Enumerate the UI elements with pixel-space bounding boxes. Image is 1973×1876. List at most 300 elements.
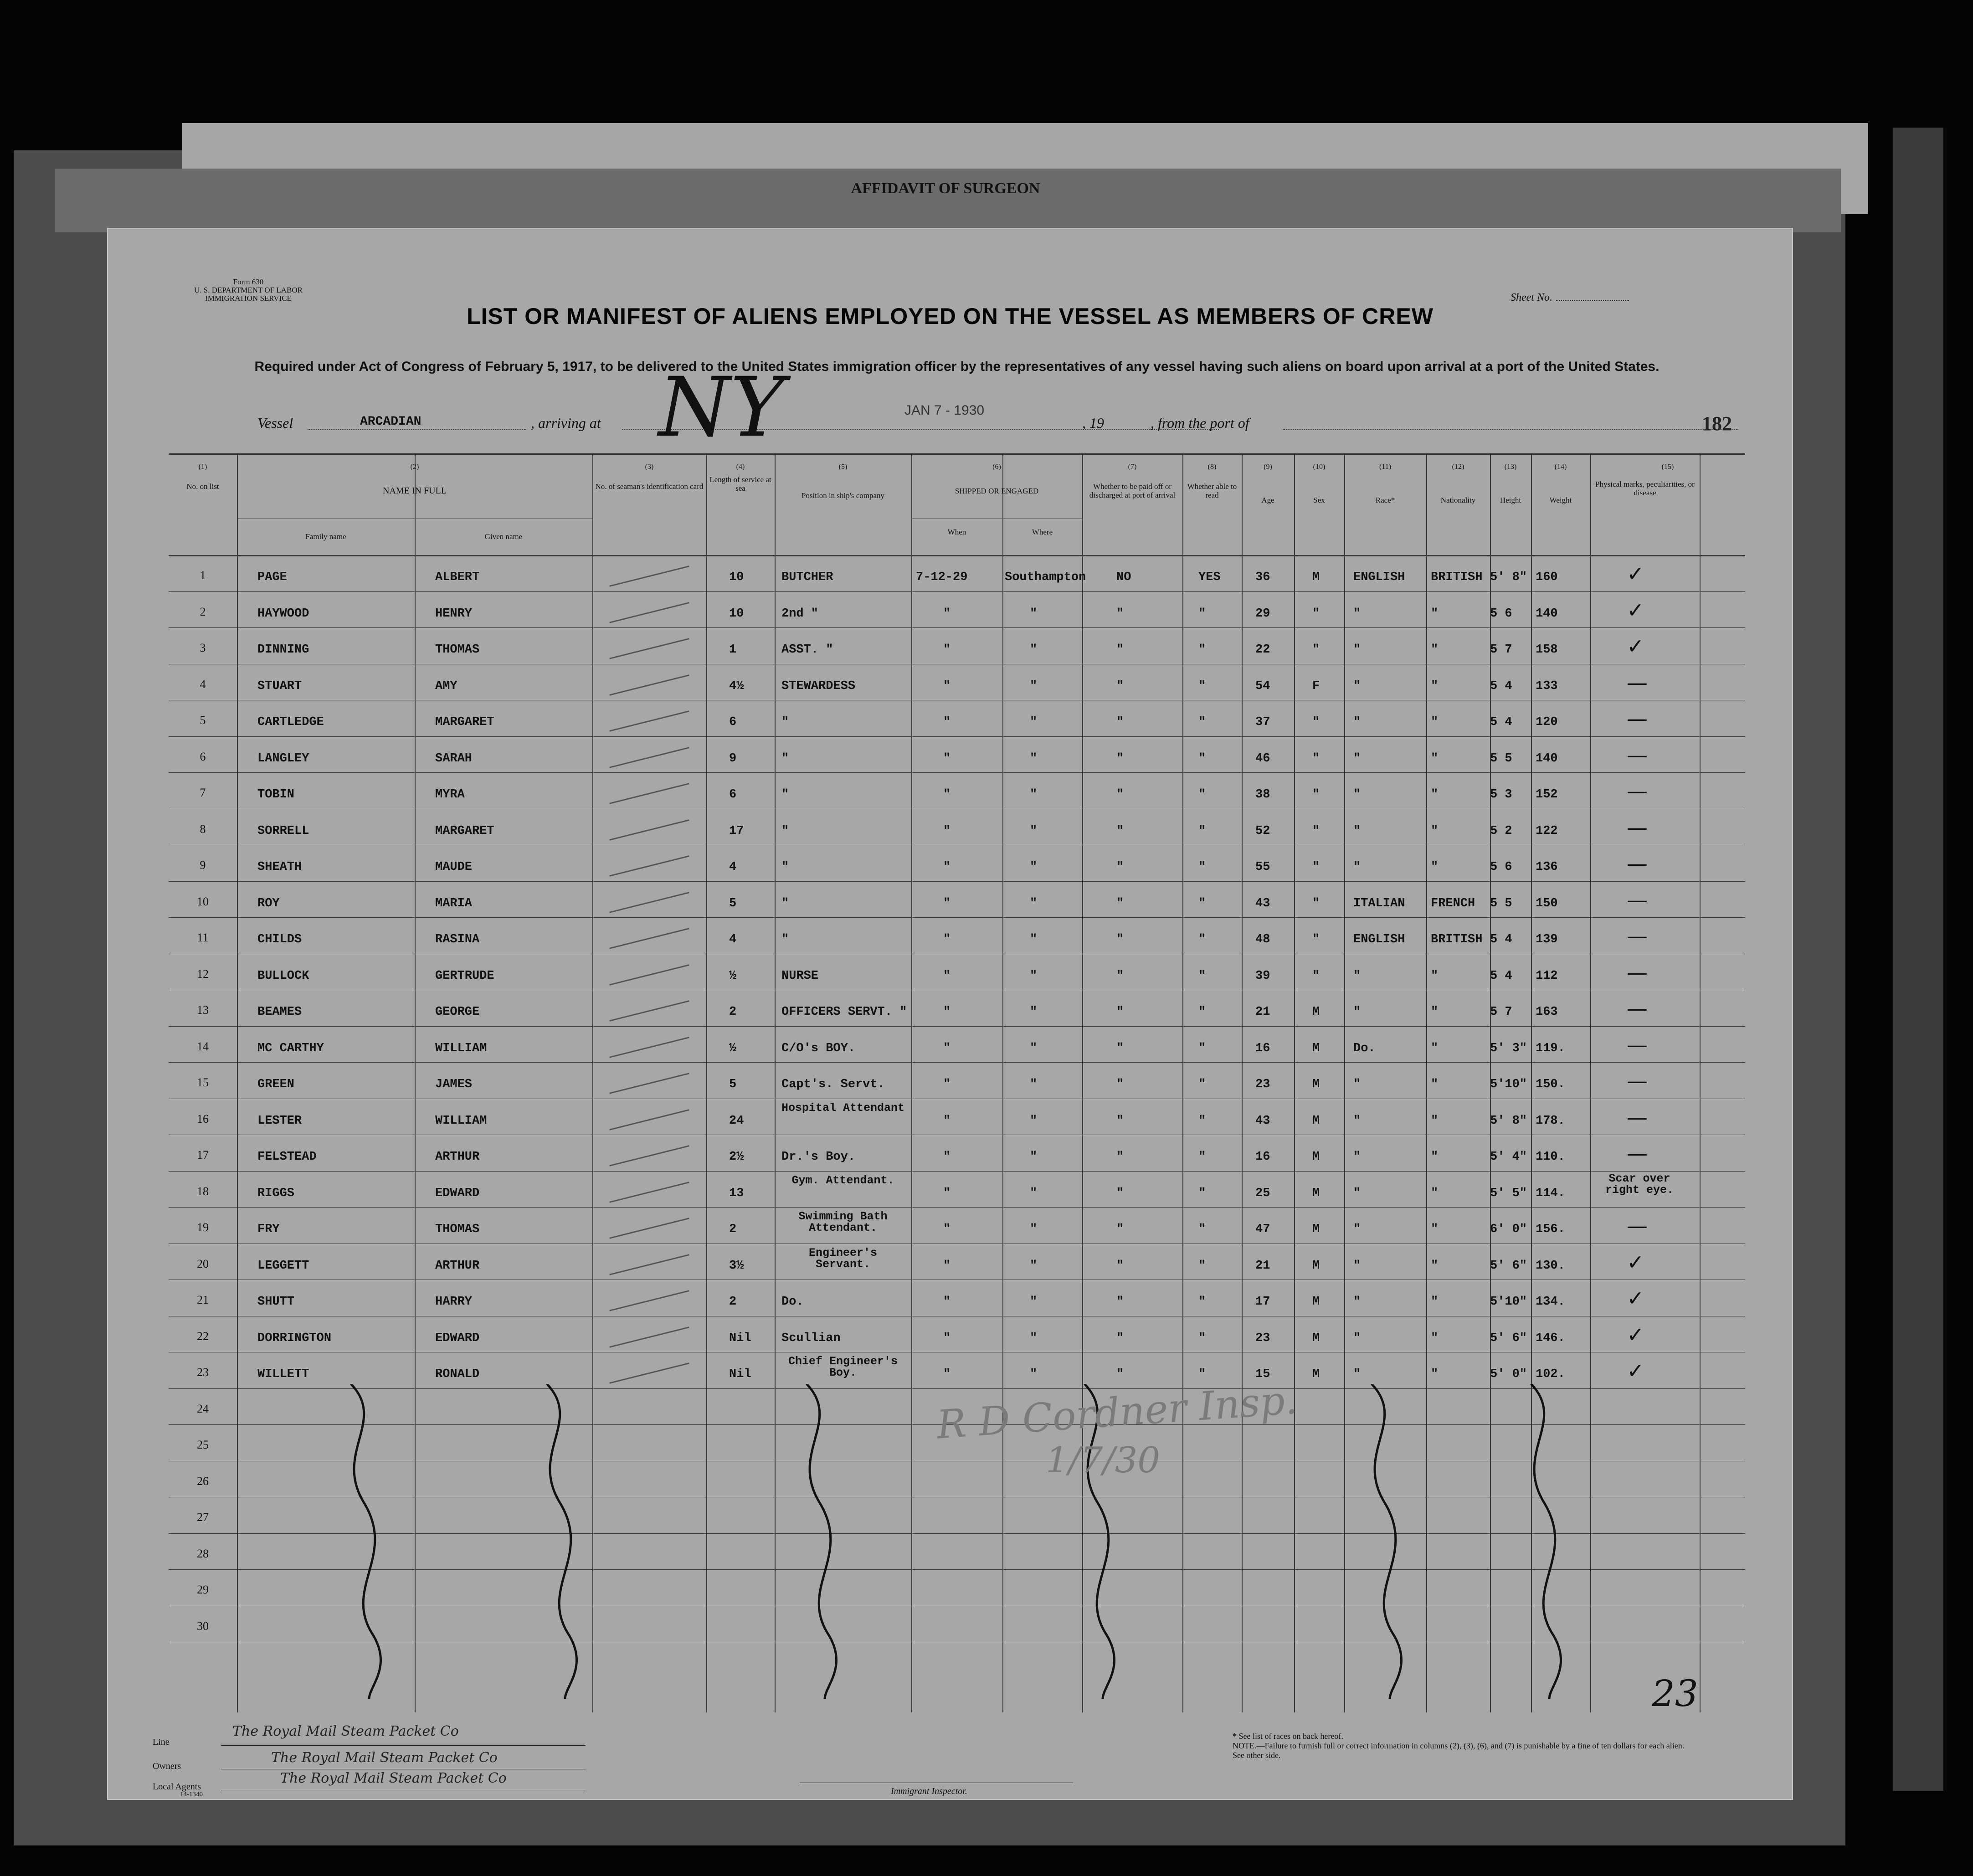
cell-where: " <box>1030 751 1038 766</box>
cell-race: " <box>1353 715 1361 729</box>
arriving-port-handwritten: NY <box>658 360 785 455</box>
cell-where: " <box>1030 1078 1038 1091</box>
cell-service: 9 <box>729 751 737 766</box>
row-number: 27 <box>197 1511 209 1524</box>
cell-able-read: " <box>1198 860 1206 874</box>
cell-race: " <box>1353 1259 1361 1273</box>
cell-able-read: " <box>1198 824 1206 838</box>
cell-paid-off: " <box>1116 1367 1124 1381</box>
cell-given-name: MYRA <box>435 788 465 802</box>
cell-where: " <box>1030 1186 1038 1200</box>
cell-given-name: THOMAS <box>435 643 480 657</box>
cell-position: " <box>781 751 789 766</box>
cell-sex: M <box>1312 1041 1320 1055</box>
cell-paid-off: " <box>1116 643 1124 657</box>
cell-weight: 163 <box>1536 1005 1558 1019</box>
cell-weight: 178. <box>1536 1114 1565 1128</box>
cell-weight: 122 <box>1536 824 1558 838</box>
squiggle-race <box>1335 1384 1435 1699</box>
cell-position: Gym. Attendant. <box>791 1173 894 1187</box>
card-check-mark <box>609 602 689 623</box>
squiggle-given <box>510 1384 611 1699</box>
vessel-field <box>308 429 526 430</box>
cell-race: " <box>1353 679 1361 693</box>
affidavit-header: AFFIDAVIT OF SURGEON <box>851 180 1040 197</box>
cell-height: 5' 4" <box>1490 1150 1527 1164</box>
header-bottom-line <box>169 555 1745 556</box>
cell-height: 5 5 <box>1490 751 1512 766</box>
cell-age: 22 <box>1255 643 1270 657</box>
squiggle-position <box>770 1384 870 1699</box>
cell-weight: 102. <box>1536 1367 1565 1381</box>
header-height: Height <box>1500 496 1521 504</box>
cell-race: Do. <box>1353 1041 1376 1055</box>
page-number: 182 <box>1702 412 1732 435</box>
cell-age: 37 <box>1255 715 1270 729</box>
cell-nationality: " <box>1431 1259 1439 1273</box>
cell-weight: 146. <box>1536 1331 1565 1345</box>
cell-when: " <box>943 933 951 946</box>
cell-nationality: " <box>1431 1150 1439 1164</box>
cell-service: 5 <box>729 1078 737 1091</box>
cell-weight: 158 <box>1536 643 1558 657</box>
column-divider <box>911 455 912 1712</box>
cell-weight: 160 <box>1536 571 1558 584</box>
cell-sex: " <box>1312 933 1320 946</box>
card-check-mark <box>609 928 689 949</box>
cell-paid-off: " <box>1116 1186 1124 1200</box>
inspector-label: Immigrant Inspector. <box>891 1786 967 1796</box>
cell-race: " <box>1353 1367 1361 1381</box>
cell-race: " <box>1353 1150 1361 1164</box>
tick-mark: ✓ <box>1627 634 1644 658</box>
page-subtitle: Required under Act of Congress of February 5, 1917, to be delivered to the United States immigration officer by the representatives of any vessel having such aliens on board upon arrival at a port of the United States. <box>254 359 1660 374</box>
cell-position: Engineer's Servant. <box>808 1246 878 1271</box>
cell-weight: 112 <box>1536 969 1558 983</box>
header-position: Position in ship's company <box>801 491 885 500</box>
cell-able-read: " <box>1198 1331 1206 1345</box>
row-line <box>169 1171 1745 1172</box>
cell-race: " <box>1353 860 1361 874</box>
cell-nationality: " <box>1431 1005 1439 1019</box>
row-line <box>169 627 1745 628</box>
cell-when: " <box>943 1223 951 1236</box>
header-given-name: Given name <box>484 532 523 541</box>
cell-able-read: " <box>1198 1078 1206 1091</box>
tick-mark: ✓ <box>1627 1249 1644 1275</box>
cell-given-name: MARGARET <box>435 824 494 838</box>
cell-able-read: " <box>1198 1186 1206 1200</box>
card-check-mark <box>609 1362 689 1383</box>
cell-able-read: " <box>1198 1150 1206 1164</box>
row-line <box>169 881 1745 882</box>
form-number: Form 630 <box>233 278 264 286</box>
cell-height: 5' 8" <box>1490 1114 1527 1128</box>
cell-race: ENGLISH <box>1353 933 1405 946</box>
cell-weight: 119. <box>1536 1041 1565 1055</box>
cell-where: " <box>1030 1114 1038 1128</box>
cell-when: " <box>943 1150 951 1164</box>
footnote-fine: NOTE.—Failure to furnish full or correct information in columns (2), (3), (6), and (7) is punishable by a fine of ten dollars for each alien. See other side. <box>1233 1741 1685 1760</box>
cell-age: 43 <box>1255 896 1270 910</box>
cell-given-name: MARGARET <box>435 715 494 729</box>
cell-nationality: " <box>1431 1041 1439 1055</box>
cell-given-name: JAMES <box>435 1078 473 1091</box>
cell-where: " <box>1030 933 1038 946</box>
cell-sex: F <box>1312 679 1320 693</box>
cell-race: " <box>1353 969 1361 983</box>
row-line <box>169 1207 1745 1208</box>
footnote-races: * See list of races on back hereof. <box>1233 1732 1343 1741</box>
cell-given-name: MAUDE <box>435 860 473 874</box>
cell-service: 17 <box>729 824 744 838</box>
cell-service: 2 <box>729 1005 737 1019</box>
cell-position: STEWARDESS <box>781 679 856 693</box>
cell-paid-off: " <box>1116 1114 1124 1128</box>
vessel-label: Vessel <box>257 415 293 431</box>
cell-sex: " <box>1312 860 1320 874</box>
column-divider <box>1700 455 1701 1712</box>
column-number: (14) <box>1554 463 1567 471</box>
cell-given-name: WILLIAM <box>435 1114 487 1128</box>
tick-mark: — <box>1627 1105 1648 1130</box>
column-number: (5) <box>838 463 848 471</box>
cell-service: 1 <box>729 643 737 657</box>
affidavit-band <box>55 169 1841 232</box>
row-number: 25 <box>197 1438 209 1451</box>
from-port-field <box>1283 429 1738 430</box>
cell-where: " <box>1030 606 1038 621</box>
cell-when: " <box>943 1041 951 1055</box>
card-check-mark <box>609 1290 689 1311</box>
tick-mark: — <box>1627 851 1648 876</box>
cell-race: ENGLISH <box>1353 571 1405 584</box>
cell-weight: 156. <box>1536 1223 1565 1236</box>
cell-paid-off: " <box>1116 1078 1124 1091</box>
cell-where: " <box>1030 896 1038 910</box>
department-label: U. S. DEPARTMENT OF LABOR <box>194 286 303 294</box>
cell-weight: 110. <box>1536 1150 1565 1164</box>
card-check-mark <box>609 638 689 659</box>
header-able-read: Whether able to read <box>1187 482 1237 499</box>
cell-able-read: " <box>1198 679 1206 693</box>
column-number: (13) <box>1504 463 1517 471</box>
cell-weight: 120 <box>1536 715 1558 729</box>
cell-able-read: " <box>1198 1259 1206 1273</box>
row-number: 6 <box>200 750 206 763</box>
tick-mark: — <box>1627 670 1648 695</box>
cell-paid-off: " <box>1116 933 1124 946</box>
cell-race: " <box>1353 1186 1361 1200</box>
cell-position: " <box>781 933 789 946</box>
cell-where: " <box>1030 1005 1038 1019</box>
tick-mark: — <box>1627 887 1648 912</box>
cell-age: 54 <box>1255 679 1270 693</box>
cell-given-name: WILLIAM <box>435 1041 487 1055</box>
cell-where: " <box>1030 860 1038 874</box>
cell-height: 5 6 <box>1490 606 1512 621</box>
date-stamp: JAN 7 - 1930 <box>904 403 985 418</box>
cell-service: 4 <box>729 860 737 874</box>
cell-paid-off: " <box>1116 969 1124 983</box>
cell-position: " <box>781 788 789 802</box>
row-number: 11 <box>197 931 209 944</box>
cell-able-read: " <box>1198 1223 1206 1236</box>
cell-family-name: TOBIN <box>257 788 295 802</box>
row-number: 13 <box>197 1003 209 1017</box>
cell-physical-marks: Scar over right eye. <box>1605 1172 1674 1197</box>
row-number: 20 <box>197 1257 209 1270</box>
tick-mark: ✓ <box>1627 597 1644 622</box>
card-check-mark <box>609 892 689 913</box>
cell-family-name: LESTER <box>257 1114 302 1128</box>
card-check-mark <box>609 1326 689 1347</box>
header-age: Age <box>1261 496 1274 504</box>
tally-number: 23 <box>1652 1672 1698 1715</box>
cell-family-name: FELSTEAD <box>257 1150 317 1164</box>
cell-race: " <box>1353 1114 1361 1128</box>
column-number: (11) <box>1379 463 1392 471</box>
service-label: IMMIGRATION SERVICE <box>205 294 292 303</box>
cell-age: 23 <box>1255 1078 1270 1091</box>
row-number: 12 <box>197 967 209 981</box>
cell-family-name: BULLOCK <box>257 969 309 983</box>
cell-when: " <box>943 1259 951 1273</box>
tick-mark: — <box>1627 996 1648 1021</box>
cell-able-read: " <box>1198 643 1206 657</box>
cell-nationality: " <box>1431 1078 1439 1091</box>
card-check-mark <box>609 1218 689 1239</box>
row-line <box>169 917 1745 918</box>
column-divider <box>1182 455 1183 1712</box>
header-where: Where <box>1032 528 1053 536</box>
cell-family-name: HAYWOOD <box>257 606 309 621</box>
cell-when: " <box>943 1005 951 1019</box>
cell-nationality: " <box>1431 860 1439 874</box>
row-number: 2 <box>200 605 206 618</box>
card-check-mark <box>609 855 689 876</box>
cell-family-name: GREEN <box>257 1078 295 1091</box>
cell-paid-off: " <box>1116 1295 1124 1309</box>
cell-nationality: " <box>1431 1331 1439 1345</box>
cell-family-name: PAGE <box>257 571 287 584</box>
cell-service: 4½ <box>729 679 744 693</box>
cell-height: 5' 3" <box>1490 1041 1527 1055</box>
cell-paid-off: " <box>1116 896 1124 910</box>
row-line <box>169 591 1745 592</box>
cell-paid-off: " <box>1116 1150 1124 1164</box>
cell-service: 13 <box>729 1186 744 1200</box>
cell-sex: M <box>1312 1114 1320 1128</box>
cell-nationality: " <box>1431 1295 1439 1309</box>
cell-position: Do. <box>781 1295 804 1309</box>
card-check-mark <box>609 710 689 731</box>
cell-nationality: " <box>1431 969 1439 983</box>
cell-when: " <box>943 824 951 838</box>
cell-able-read: " <box>1198 715 1206 729</box>
tick-mark: ✓ <box>1627 561 1644 586</box>
cell-sex: M <box>1312 1295 1320 1309</box>
cell-race: " <box>1353 1331 1361 1345</box>
line-label: Line <box>153 1737 170 1747</box>
cell-race: " <box>1353 1078 1361 1091</box>
cell-family-name: LANGLEY <box>257 751 309 766</box>
cell-when: " <box>943 1186 951 1200</box>
cell-where: " <box>1030 643 1038 657</box>
owners-label: Owners <box>153 1761 181 1771</box>
cell-sex: M <box>1312 1150 1320 1164</box>
header-when: When <box>947 528 966 536</box>
cell-given-name: ARTHUR <box>435 1150 480 1164</box>
cell-nationality: " <box>1431 1114 1439 1128</box>
cell-position: " <box>781 824 789 838</box>
tick-mark: ✓ <box>1627 1286 1644 1311</box>
card-check-mark <box>609 1182 689 1203</box>
cell-paid-off: " <box>1116 715 1124 729</box>
cell-weight: 140 <box>1536 751 1558 766</box>
cell-where: " <box>1030 788 1038 802</box>
cell-when: " <box>943 1078 951 1091</box>
squiggle-family <box>314 1384 415 1699</box>
card-check-mark <box>609 819 689 840</box>
card-check-mark <box>609 1254 689 1275</box>
cell-given-name: HARRY <box>435 1295 473 1309</box>
cell-nationality: " <box>1431 643 1439 657</box>
from-port-label: , from the port of <box>1151 415 1249 431</box>
cell-position: Dr.'s Boy. <box>781 1150 856 1164</box>
column-divider <box>1002 455 1003 1712</box>
cell-weight: 114. <box>1536 1186 1565 1200</box>
cell-position: " <box>781 860 789 874</box>
cell-position: Capt's. Servt. <box>781 1078 885 1091</box>
cell-able-read: YES <box>1198 571 1221 584</box>
cell-nationality: " <box>1431 606 1439 621</box>
column-number: (4) <box>736 463 745 471</box>
cell-given-name: HENRY <box>435 606 473 621</box>
tick-mark: ✓ <box>1627 1322 1644 1347</box>
cell-able-read: " <box>1198 1005 1206 1019</box>
cell-family-name: ROY <box>257 896 280 910</box>
cell-sex: M <box>1312 571 1320 584</box>
cell-position: 2nd " <box>781 606 819 621</box>
column-number: (9) <box>1264 463 1272 471</box>
cell-age: 55 <box>1255 860 1270 874</box>
header-weight: Weight <box>1549 496 1572 504</box>
cell-sex: " <box>1312 606 1320 621</box>
column-number: (3) <box>645 463 654 471</box>
header-family-name: Family name <box>305 532 346 541</box>
cell-where: Southampton <box>1005 571 1086 584</box>
cell-age: 46 <box>1255 751 1270 766</box>
header-nationality: Nationality <box>1440 496 1476 504</box>
header-length-service: Length of service at sea <box>709 475 771 493</box>
cell-height: 5 4 <box>1490 679 1512 693</box>
cell-position: " <box>781 896 789 910</box>
row-number: 23 <box>197 1366 209 1379</box>
column-number: (6) <box>992 463 1001 471</box>
row-number: 22 <box>197 1329 209 1343</box>
row-line <box>169 736 1745 737</box>
cell-nationality: " <box>1431 788 1439 802</box>
cell-nationality: BRITISH <box>1431 571 1483 584</box>
card-check-mark <box>609 747 689 768</box>
cell-service: 2½ <box>729 1150 744 1164</box>
tick-mark: — <box>1627 924 1648 948</box>
cell-nationality: " <box>1431 1223 1439 1236</box>
cell-sex: M <box>1312 1078 1320 1091</box>
cell-service: ½ <box>729 1041 737 1055</box>
row-number: 21 <box>197 1293 209 1306</box>
cell-given-name: MARIA <box>435 896 473 910</box>
cell-sex: " <box>1312 715 1320 729</box>
cell-position: " <box>781 715 789 729</box>
cell-position: Hospital Attendant <box>781 1101 905 1115</box>
cell-position: ASST. " <box>781 643 833 657</box>
row-number: 15 <box>197 1076 209 1089</box>
row-line <box>169 1026 1745 1027</box>
cell-service: 2 <box>729 1295 737 1309</box>
right-sheet-edge <box>1893 128 1943 1791</box>
cell-family-name: CARTLEDGE <box>257 715 324 729</box>
cell-when: " <box>943 1114 951 1128</box>
cell-paid-off: " <box>1116 1259 1124 1273</box>
cell-paid-off: " <box>1116 860 1124 874</box>
cell-age: 43 <box>1255 1114 1270 1128</box>
cell-position: NURSE <box>781 969 819 983</box>
tick-mark: — <box>1627 1141 1648 1166</box>
cell-service: ½ <box>729 969 737 983</box>
card-check-mark <box>609 1037 689 1058</box>
row-number: 26 <box>197 1474 209 1488</box>
card-check-mark <box>609 964 689 985</box>
cell-race: " <box>1353 788 1361 802</box>
cell-nationality: " <box>1431 1186 1439 1200</box>
cell-weight: 130. <box>1536 1259 1565 1273</box>
cell-able-read: " <box>1198 788 1206 802</box>
cell-height: 5 6 <box>1490 860 1512 874</box>
row-number: 17 <box>197 1148 209 1162</box>
cell-height: 5' 6" <box>1490 1331 1527 1345</box>
tick-mark: — <box>1627 779 1648 803</box>
row-line <box>169 772 1745 773</box>
cell-family-name: CHILDS <box>257 933 302 946</box>
card-check-mark <box>609 674 689 695</box>
tick-mark: — <box>1627 742 1648 767</box>
line-underline <box>221 1745 586 1746</box>
cell-service: Nil <box>729 1367 751 1381</box>
header-paid-off: Whether to be paid off or discharged at port of arrival <box>1089 482 1176 499</box>
cell-service: 3½ <box>729 1259 744 1273</box>
cell-family-name: LEGGETT <box>257 1259 309 1273</box>
cell-age: 39 <box>1255 969 1270 983</box>
cell-height: 5' 8" <box>1490 571 1527 584</box>
column-number: (15) <box>1661 463 1674 471</box>
cell-sex: M <box>1312 1186 1320 1200</box>
cell-nationality: BRITISH <box>1431 933 1483 946</box>
cell-given-name: GERTRUDE <box>435 969 494 983</box>
cell-paid-off: " <box>1116 751 1124 766</box>
cell-given-name: EDWARD <box>435 1186 480 1200</box>
cell-able-read: " <box>1198 1295 1206 1309</box>
cell-when: " <box>943 860 951 874</box>
agents-code: 14-1340 <box>180 1791 203 1798</box>
column-divider <box>1242 455 1243 1712</box>
sheet-no <box>1511 292 1629 304</box>
cell-able-read: " <box>1198 933 1206 946</box>
row-number: 3 <box>200 641 206 654</box>
card-check-mark <box>609 1073 689 1094</box>
cell-height: 5 7 <box>1490 1005 1512 1019</box>
